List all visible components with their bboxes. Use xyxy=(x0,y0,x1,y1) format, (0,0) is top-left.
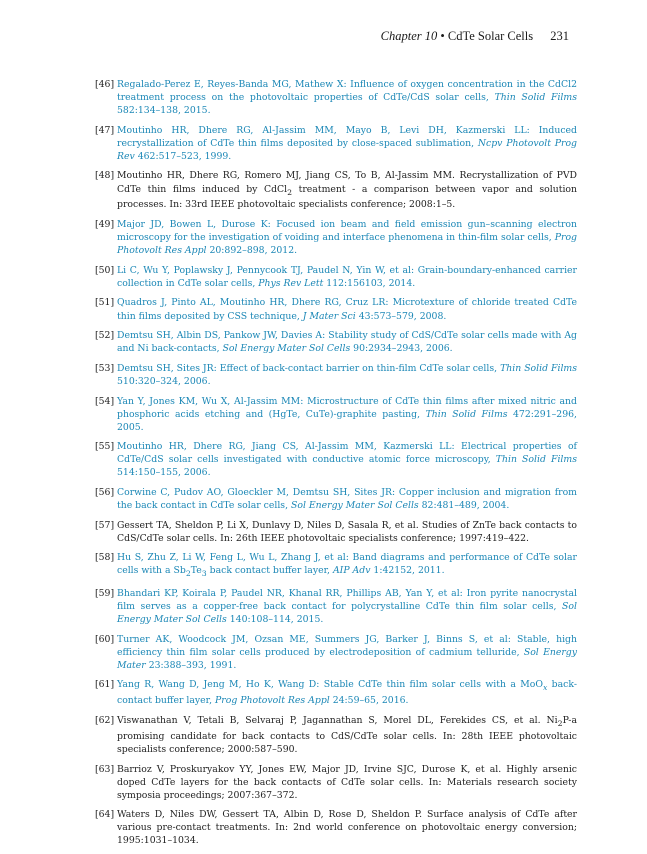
reference-link[interactable] xyxy=(117,551,577,580)
citation-text: Moutinho HR, Dhere RG, Jiang CS, Al-Jassim MM, Kazmerski LL: Electrical properties of CdTe/CdS solar cells investigated with conductive atomic force microscopy, xyxy=(117,441,577,466)
reference-item xyxy=(95,763,577,802)
reference-item xyxy=(95,169,577,211)
reference-item[interactable] xyxy=(95,264,577,290)
reference-link[interactable] xyxy=(117,678,577,707)
citation-text: 90:2934–2943, 2006. xyxy=(350,343,453,355)
citation-text: Yang R, Wang D, Jeng M, Ho K, Wang D: Stable CdTe thin film solar cells with a MoO xyxy=(117,679,543,691)
citation-text: 43:573–579, 2008. xyxy=(355,310,447,322)
journal-name: Sol Energy Mater xyxy=(117,646,577,671)
reference-number: [62] xyxy=(95,714,115,726)
reference-text xyxy=(117,169,577,211)
reference-number: [53] xyxy=(95,362,115,374)
running-header xyxy=(381,29,569,44)
citation-text: Barrioz V, Proskuryakov YY, Jones EW, Major JD, Irvine SJC, Durose K, et al. Highly arsenic doped CdTe layers for the back contacts of CdTe solar cells. In: Materials research society symposia proceedings; 2007:367–372. xyxy=(117,763,577,801)
reference-number: [50] xyxy=(95,264,115,276)
citation-text: Major JD, Bowen L, Durose K: Focused ion beam and field emission gun–scanning electron microscopy for the investigation of voiding and interface phenomena in thin-film solar cells, xyxy=(117,219,577,244)
journal-name: Prog Photovolt Res Appl xyxy=(215,695,330,707)
subscript: x xyxy=(542,683,548,693)
reference-item[interactable] xyxy=(95,678,577,707)
reference-link[interactable] xyxy=(117,395,577,434)
citation-text: 82:481–489, 2004. xyxy=(418,500,510,512)
reference-number: [57] xyxy=(95,519,115,531)
citation-text: 582:134–138, 2015. xyxy=(117,105,211,117)
citation-text: Moutinho HR, Dhere RG, Al-Jassim MM, Mayo B, Levi DH, Kazmerski LL: Induced recrystallization of CdTe thin films deposited by close-spaced sublimation, xyxy=(117,124,577,149)
reference-item[interactable] xyxy=(95,329,577,355)
journal-name: Thin Solid Films xyxy=(425,408,508,420)
reference-item[interactable] xyxy=(95,633,577,672)
reference-item[interactable] xyxy=(95,362,577,388)
chapter-title: CdTe Solar Cells xyxy=(447,29,534,43)
reference-list xyxy=(95,78,577,854)
citation-text: back-contact buffer layer, xyxy=(117,679,577,707)
journal-name: J Mater Sci xyxy=(302,310,356,322)
citation-text: P-a promising candidate for back contacts to CdS/CdTe solar cells. In: 28th IEEE photovoltaic specialists conference; 2000:587–590. xyxy=(117,714,577,755)
reference-item[interactable] xyxy=(95,296,577,322)
subscript: 2 xyxy=(287,187,293,197)
journal-name: Ncpv Photovolt Prog Rev xyxy=(117,137,577,162)
journal-name: Sol Energy Mater Sol Cells xyxy=(222,343,351,355)
reference-number: [63] xyxy=(95,763,115,775)
subscript: 2 xyxy=(557,718,563,728)
reference-item xyxy=(95,714,577,756)
citation-text: Hu S, Zhu Z, Li W, Feng L, Wu L, Zhang J, et al: Band diagrams and performance of CdTe solar cells with a Sb xyxy=(117,552,577,577)
reference-text xyxy=(117,808,577,847)
citation-text: Turner AK, Woodcock JM, Ozsan ME, Summers JG, Barker J, Binns S, et al: Stable, high efficiency thin film solar cells produced by electrodeposition of cadmium telluride, xyxy=(117,633,577,658)
reference-link[interactable] xyxy=(117,633,577,672)
reference-item[interactable] xyxy=(95,395,577,434)
journal-name: Prog Photovolt Res Appl xyxy=(117,232,577,257)
citation-text: Yan Y, Jones KM, Wu X, Al-Jassim MM: Microstructure of CdTe thin films after mixed nitric and phosphoric acids etching and (HgTe, CuTe)-graphite pasting, xyxy=(117,395,577,420)
citation-text: Te xyxy=(190,565,202,577)
page-number: 231 xyxy=(550,29,569,43)
reference-number: [56] xyxy=(95,487,115,499)
reference-link[interactable] xyxy=(117,329,577,355)
reference-link[interactable] xyxy=(117,264,577,290)
header-separator: • xyxy=(440,29,445,43)
subscript: 2 xyxy=(185,569,191,579)
citation-text: Corwine C, Pudov AO, Gloeckler M, Demtsu SH, Sites JR: Copper inclusion and migration from the back contact in CdTe solar cells, xyxy=(117,487,577,512)
citation-text: Bhandari KP, Koirala P, Paudel NR, Khanal RR, Phillips AB, Yan Y, et al: Iron pyrite nanocrystal film serves as a copper-free back contact for polycrystalline CdTe thin film solar cells, xyxy=(117,587,577,612)
citation-text: 112:156103, 2014. xyxy=(323,277,416,289)
reference-link[interactable] xyxy=(117,296,577,322)
reference-number: [46] xyxy=(95,79,115,90)
reference-number: [55] xyxy=(95,441,115,453)
reference-link[interactable] xyxy=(117,218,577,257)
reference-text xyxy=(117,519,577,545)
reference-link[interactable] xyxy=(117,587,577,626)
subscript: 3 xyxy=(201,569,207,579)
reference-link[interactable] xyxy=(117,124,577,163)
citation-text: Viswanathan V, Tetali B, Selvaraj P, Jagannathan S, Morel DL, Ferekides CS, et al. Ni xyxy=(117,714,558,726)
citation-text: Gessert TA, Sheldon P, Li X, Dunlavy D, Niles D, Sasala R, et al. Studies of ZnTe back contacts to CdS/CdTe solar cells. In: 26th IEEE photovoltaic specialists conference; 1997:419–422. xyxy=(117,519,577,544)
reference-item[interactable] xyxy=(95,551,577,580)
citation-text: Quadros J, Pinto AL, Moutinho HR, Dhere RG, Cruz LR: Microtexture of chloride treated CdTe thin films deposited by CSS technique, xyxy=(117,297,577,322)
reference-item[interactable] xyxy=(95,124,577,163)
citation-text: Demtsu SH, Sites JR: Effect of back-contact barrier on thin-film CdTe solar cells, xyxy=(117,362,501,374)
reference-item xyxy=(95,808,577,847)
reference-number: [64] xyxy=(95,809,115,821)
citation-text: Li C, Wu Y, Poplawsky J, Pennycook TJ, Paudel N, Yin W, et al: Grain-boundary-enhanced carrier collection in CdTe solar cells, xyxy=(117,264,577,289)
citation-text: Moutinho HR, Dhere RG, Romero MJ, Jiang CS, To B, Al-Jassim MM. Recrystallization of PVD CdTe thin films induced by CdCl xyxy=(117,170,577,195)
citation-text: 462:517–523, 1999. xyxy=(134,150,232,162)
chapter-label: Chapter 10 xyxy=(380,29,438,43)
citation-text: Demtsu SH, Albin DS, Pankow JW, Davies A: Stability study of CdS/CdTe solar cells made with Ag and Ni back-contacts, xyxy=(117,330,577,355)
citation-text: 514:150–155, 2006. xyxy=(117,467,211,479)
citation-text: 472:291–296, 2005. xyxy=(117,408,577,433)
reference-number: [58] xyxy=(95,552,115,564)
reference-item[interactable] xyxy=(95,486,577,512)
citation-text: 510:320–324, 2006. xyxy=(117,375,211,387)
journal-name: Thin Solid Films xyxy=(500,362,577,374)
reference-number: [52] xyxy=(95,330,115,342)
reference-number: [51] xyxy=(95,297,115,309)
reference-link[interactable] xyxy=(117,440,577,479)
journal-name: Sol Energy Mater Sol Cells xyxy=(290,500,419,512)
reference-link[interactable] xyxy=(117,78,577,117)
journal-name: Phys Rev Lett xyxy=(258,277,324,289)
reference-number: [60] xyxy=(95,633,115,645)
citation-text: Regalado-Perez E, Reyes-Banda MG, Mathew X: Influence of oxygen concentration in the CdCl2 treatment process on the photovoltaic properties of CdTe/CdS solar cells, xyxy=(117,79,577,104)
citation-text: 20:892–898, 2012. xyxy=(206,245,298,257)
citation-text: 23:388–393, 1991. xyxy=(145,659,237,671)
reference-text xyxy=(117,763,577,802)
journal-name: Thin Solid Films xyxy=(494,92,577,104)
journal-name: Sol Energy Mater Sol Cells xyxy=(117,600,577,626)
reference-item[interactable] xyxy=(95,587,577,626)
citation-text: 1:42152, 2011. xyxy=(370,565,445,577)
reference-item xyxy=(95,519,577,545)
reference-link[interactable] xyxy=(117,486,577,512)
reference-item[interactable] xyxy=(95,440,577,479)
citation-text: 140:108–114, 2015. xyxy=(226,614,324,626)
reference-item[interactable] xyxy=(95,218,577,257)
reference-item[interactable] xyxy=(95,78,577,117)
reference-number: [49] xyxy=(95,219,115,231)
reference-number: [47] xyxy=(95,124,115,136)
citation-text: treatment - a comparison between vapor and solution processes. In: 33rd IEEE photovoltaic specialists conference; 2008:1–5. xyxy=(117,183,578,211)
reference-text xyxy=(117,714,577,756)
journal-name: Thin Solid Films xyxy=(495,454,577,466)
citation-text: back contact buffer layer, xyxy=(206,565,333,577)
reference-link[interactable] xyxy=(117,362,577,388)
reference-number: [59] xyxy=(95,587,115,599)
reference-number: [54] xyxy=(95,395,115,407)
journal-name: AIP Adv xyxy=(332,565,371,577)
citation-text: Waters D, Niles DW, Gessert TA, Albin D, Rose D, Sheldon P. Surface analysis of CdTe after various pre-contact treatments. In: 2nd world conference on photovoltaic energy conversion; 1995:1031–1034. xyxy=(117,809,577,847)
reference-number: [48] xyxy=(95,170,115,182)
citation-text: 24:59–65, 2016. xyxy=(329,695,409,707)
reference-number: [61] xyxy=(95,679,115,691)
